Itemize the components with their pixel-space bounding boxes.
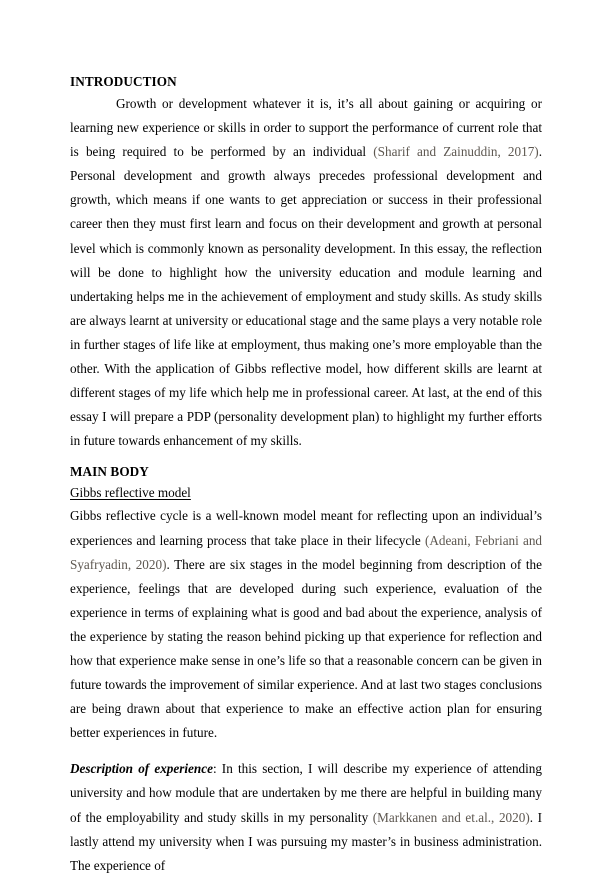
text-run: Growth or development whatever it is, it’s all about gaining or acquiring or learning new experience or skills in order to support the performance of current role that is being required to be performed by an individual xyxy=(70,96,542,160)
paragraph-spacer xyxy=(70,745,542,757)
text-run: Gibbs reflective cycle is a well-known model meant for reflecting upon an individual’s experiences and learning process that take place in their lifecycle xyxy=(70,508,542,548)
text-run: : In this section, I will describe my experience of attending university and how module that are undertaken by me there are helpful in building many of the employability and study skills in my personality xyxy=(70,761,542,825)
citation-sharif-zainuddin: (Sharif and Zainuddin, 2017) xyxy=(373,144,539,160)
citation-adeani-febriani-syafryadin: (Adeani, Febriani and Syafryadin, 2020) xyxy=(70,532,543,572)
paragraph-description-of-experience xyxy=(70,757,542,877)
section-spacer xyxy=(70,453,542,464)
text-run: . Personal development and growth always precedes professional development and growth, which means if one wants to get appreciation or success in their professional career then they must first learn and focus on their development and growth at personal level which is commonly known as personality development. In this essay, the reflection will be done to highlight how the university education and module learning and undertaking helps me in the achievement of employment and study skills. As study skills are always learnt at university or educational stage and the same plays a very notable role in further stages of life like at employment, thus making one’s more employable than the other. With the application of Gibbs reflective model, how different skills are learnt at different stages of my life which help me in professional career. At last, at the end of this essay I will prepare a PDP (personality development plan) to highlight my further efforts in future towards enhancement of my skills. xyxy=(70,144,543,449)
page-title-main-body: MAIN BODY xyxy=(70,464,149,480)
label-description-of-experience: Description of experience xyxy=(70,761,213,777)
page-title-introduction: INTRODUCTION xyxy=(70,74,177,89)
text-run: . I lastly attend my university when I was pursuing my master’s in business administration. The experience of xyxy=(70,809,542,873)
paragraph-gibbs-reflective-cycle xyxy=(70,504,542,745)
text-run: . There are six stages in the model beginning from description of the experience, feelings that are developed during such experience, evaluation of the experience in terms of explaining what is good and bad about the experience, analysis of the experience by stating the reason behind picking up that experience for reflection and how that experience make sense in one’s life so that a reasonable concern can be given in future towards the improvement of similar experience. And at last two stages conclusions are being drawn about that experience to make an effective action plan for ensuring better experiences in future. xyxy=(70,556,542,741)
subheading-gibbs-reflective-model: Gibbs reflective model xyxy=(70,485,191,501)
citation-markkanen: (Markkanen and et.al., 2020) xyxy=(372,809,530,825)
paragraph-introduction-body xyxy=(70,92,542,453)
